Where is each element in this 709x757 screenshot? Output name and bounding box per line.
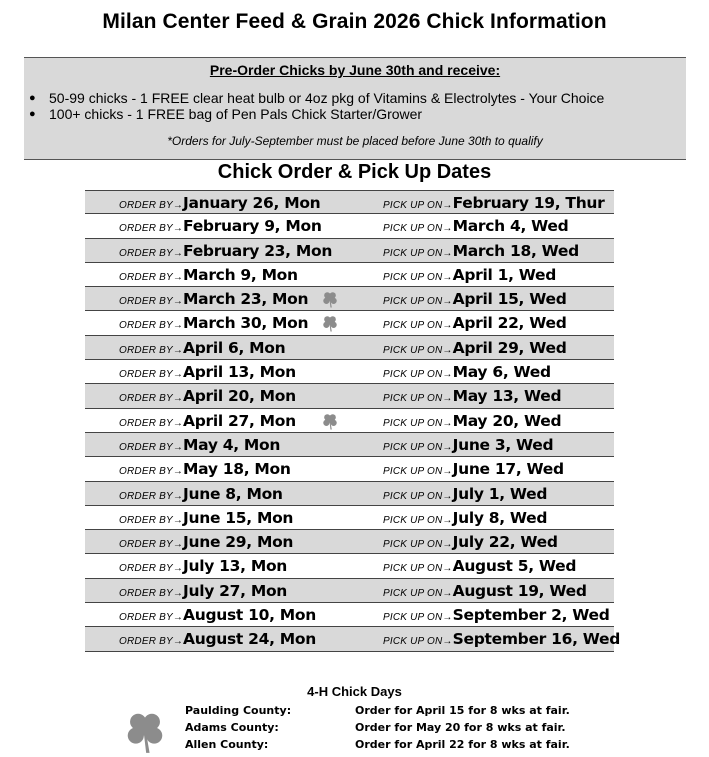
pickup-cell (383, 339, 567, 358)
order-cell (119, 412, 296, 431)
county-order-text: Order for April 15 for 8 wks at fair. (355, 704, 570, 717)
order-date: April 13, Mon (183, 363, 296, 382)
table-row (85, 457, 614, 481)
pickup-prefix: PICK UP ON→ (383, 612, 453, 624)
order-prefix: ORDER BY→ (119, 490, 184, 502)
order-date: June 8, Mon (183, 484, 283, 503)
order-date: April 27, Mon (183, 411, 296, 430)
page-title: Milan Center Feed & Grain 2026 Chick Information (102, 10, 607, 33)
order-prefix: ORDER BY→ (119, 612, 184, 624)
order-cell (119, 533, 293, 552)
pickup-date: May 6, Wed (452, 363, 551, 382)
table-row (85, 190, 614, 214)
clover-icon (321, 290, 339, 308)
pickup-prefix: PICK UP ON→ (383, 466, 453, 478)
pickup-date: March 4, Wed (452, 217, 569, 236)
pickup-date: April 29, Wed (452, 338, 567, 357)
order-cell (119, 582, 287, 601)
table-row (85, 603, 614, 627)
order-date: February 23, Mon (183, 241, 333, 260)
county-name: Allen County: (185, 738, 269, 751)
order-prefix: ORDER BY→ (119, 441, 184, 453)
order-date: June 15, Mon (183, 508, 294, 527)
pickup-date: February 19, Thur (452, 194, 605, 212)
promo-item-text: 50-99 chicks - 1 FREE clear heat bulb or 4oz pkg of Vitamins & Electrolytes - Your Choice (49, 90, 605, 106)
schedule-table (85, 190, 621, 652)
order-date: July 13, Mon (183, 557, 288, 576)
pickup-cell (383, 557, 576, 576)
pickup-prefix: PICK UP ON→ (383, 490, 453, 502)
pickup-prefix: PICK UP ON→ (383, 563, 453, 575)
schedule-title: Chick Order & Pick Up Dates (217, 161, 492, 183)
table-row (85, 336, 614, 360)
pickup-prefix: PICK UP ON→ (383, 514, 453, 526)
pickup-date: August 5, Wed (452, 557, 577, 576)
order-cell (119, 266, 298, 285)
order-prefix: ORDER BY→ (119, 417, 184, 429)
order-cell (119, 314, 308, 333)
county-name: Adams County: (185, 721, 279, 734)
chick-days-title: 4-H Chick Days (307, 684, 402, 699)
order-cell (119, 557, 287, 576)
order-date: March 23, Mon (183, 290, 309, 309)
table-row (85, 506, 614, 530)
county-order-text: Order for May 20 for 8 wks at fair. (355, 721, 566, 734)
pickup-cell (383, 290, 567, 309)
clover-icon (321, 412, 339, 430)
order-prefix: ORDER BY→ (119, 539, 184, 551)
order-date: February 9, Mon (183, 217, 322, 236)
pickup-cell (383, 314, 567, 333)
promo-item (24, 90, 604, 106)
pickup-date: May 13, Wed (452, 387, 562, 406)
order-date: January 26, Mon (183, 194, 321, 212)
pickup-prefix: PICK UP ON→ (383, 636, 453, 648)
order-prefix: ORDER BY→ (119, 636, 184, 648)
preorder-promo-box (24, 57, 686, 160)
pickup-prefix: PICK UP ON→ (383, 393, 453, 405)
order-date: August 24, Mon (183, 630, 317, 649)
clover-icon (122, 708, 168, 754)
table-row (85, 263, 614, 287)
order-prefix: ORDER BY→ (119, 271, 184, 283)
county-order-text: Order for April 22 for 8 wks at fair. (355, 738, 570, 751)
pickup-prefix: PICK UP ON→ (383, 539, 453, 551)
order-cell (119, 217, 322, 236)
order-prefix: ORDER BY→ (119, 247, 184, 259)
pickup-date: July 8, Wed (452, 508, 548, 527)
clover-icon (321, 314, 339, 332)
pickup-prefix: PICK UP ON→ (383, 344, 453, 356)
pickup-cell (383, 363, 551, 382)
pickup-date: April 22, Wed (452, 314, 567, 333)
order-prefix: ORDER BY→ (119, 563, 184, 575)
pickup-prefix: PICK UP ON→ (383, 223, 453, 235)
pickup-cell (383, 460, 564, 479)
order-cell (119, 485, 283, 504)
promo-heading: Pre-Order Chicks by June 30th and receive: (209, 62, 501, 78)
table-row (85, 554, 614, 578)
pickup-cell (383, 630, 620, 649)
pickup-prefix: PICK UP ON→ (383, 247, 453, 259)
order-prefix: ORDER BY→ (119, 466, 184, 478)
pickup-cell (383, 436, 553, 455)
pickup-prefix: PICK UP ON→ (383, 271, 453, 283)
order-date: July 27, Mon (183, 581, 288, 600)
pickup-cell (383, 485, 547, 504)
pickup-date: September 2, Wed (452, 606, 610, 625)
order-cell (119, 242, 332, 261)
county-name: Paulding County: (185, 704, 292, 717)
order-date: March 9, Mon (183, 265, 298, 284)
pickup-prefix: PICK UP ON→ (383, 441, 453, 453)
promo-item (24, 106, 604, 122)
pickup-prefix: PICK UP ON→ (383, 417, 453, 429)
pickup-date: March 18, Wed (452, 241, 579, 260)
order-prefix: ORDER BY→ (119, 344, 184, 356)
table-row (85, 384, 614, 408)
order-cell (119, 339, 285, 358)
order-cell (119, 436, 280, 455)
pickup-cell (383, 242, 579, 261)
table-row (85, 530, 614, 554)
pickup-cell (383, 582, 587, 601)
table-row (85, 627, 621, 651)
order-cell (119, 290, 308, 309)
order-cell (119, 387, 296, 406)
order-cell (119, 509, 293, 528)
table-row (85, 214, 614, 238)
pickup-prefix: PICK UP ON→ (383, 320, 453, 332)
pickup-prefix: PICK UP ON→ (383, 296, 453, 308)
pickup-cell (383, 412, 561, 431)
order-prefix: ORDER BY→ (119, 320, 184, 332)
pickup-prefix: PICK UP ON→ (383, 587, 453, 599)
pickup-cell (383, 606, 610, 625)
table-row (85, 433, 614, 457)
pickup-cell (383, 266, 556, 285)
order-cell (119, 194, 320, 213)
order-prefix: ORDER BY→ (119, 223, 184, 235)
pickup-date: July 1, Wed (452, 484, 548, 503)
pickup-prefix: PICK UP ON→ (383, 369, 453, 381)
table-row (85, 239, 614, 263)
promo-note: *Orders for July-September must be placed before June 30th to qualify (167, 134, 543, 148)
order-date: April 20, Mon (183, 387, 296, 406)
order-cell (119, 630, 316, 649)
pickup-prefix: PICK UP ON→ (383, 200, 453, 211)
order-prefix: ORDER BY→ (119, 393, 184, 405)
pickup-cell (383, 509, 547, 528)
pickup-cell (383, 387, 561, 406)
bullet-icon: ● (29, 108, 36, 120)
table-row (85, 360, 614, 384)
pickup-cell (383, 194, 605, 213)
table-row (85, 409, 614, 433)
order-cell (119, 606, 316, 625)
promo-item-text: 100+ chicks - 1 FREE bag of Pen Pals Chick Starter/Grower (49, 106, 423, 122)
pickup-cell (383, 217, 568, 236)
order-prefix: ORDER BY→ (119, 200, 184, 211)
pickup-date: August 19, Wed (452, 581, 587, 600)
table-row (85, 287, 614, 311)
promo-list (24, 90, 604, 122)
order-prefix: ORDER BY→ (119, 587, 184, 599)
pickup-date: May 20, Wed (452, 411, 562, 430)
order-date: June 29, Mon (183, 533, 294, 552)
pickup-cell (383, 533, 558, 552)
order-prefix: ORDER BY→ (119, 369, 184, 381)
bullet-icon: ● (29, 92, 36, 104)
order-date: May 18, Mon (183, 460, 291, 479)
pickup-date: April 15, Wed (452, 290, 567, 309)
table-row (85, 482, 614, 506)
order-cell (119, 460, 291, 479)
pickup-date: June 17, Wed (452, 460, 564, 479)
pickup-date: July 22, Wed (452, 533, 558, 552)
order-date: March 30, Mon (183, 314, 309, 333)
order-prefix: ORDER BY→ (119, 296, 184, 308)
order-date: August 10, Mon (183, 606, 317, 625)
pickup-date: September 16, Wed (452, 630, 621, 649)
table-row (85, 311, 614, 335)
order-date: April 6, Mon (183, 338, 286, 357)
pickup-date: April 1, Wed (452, 265, 557, 284)
order-prefix: ORDER BY→ (119, 514, 184, 526)
pickup-date: June 3, Wed (452, 435, 554, 454)
order-cell (119, 363, 296, 382)
table-row (85, 579, 614, 603)
order-date: May 4, Mon (183, 435, 281, 454)
